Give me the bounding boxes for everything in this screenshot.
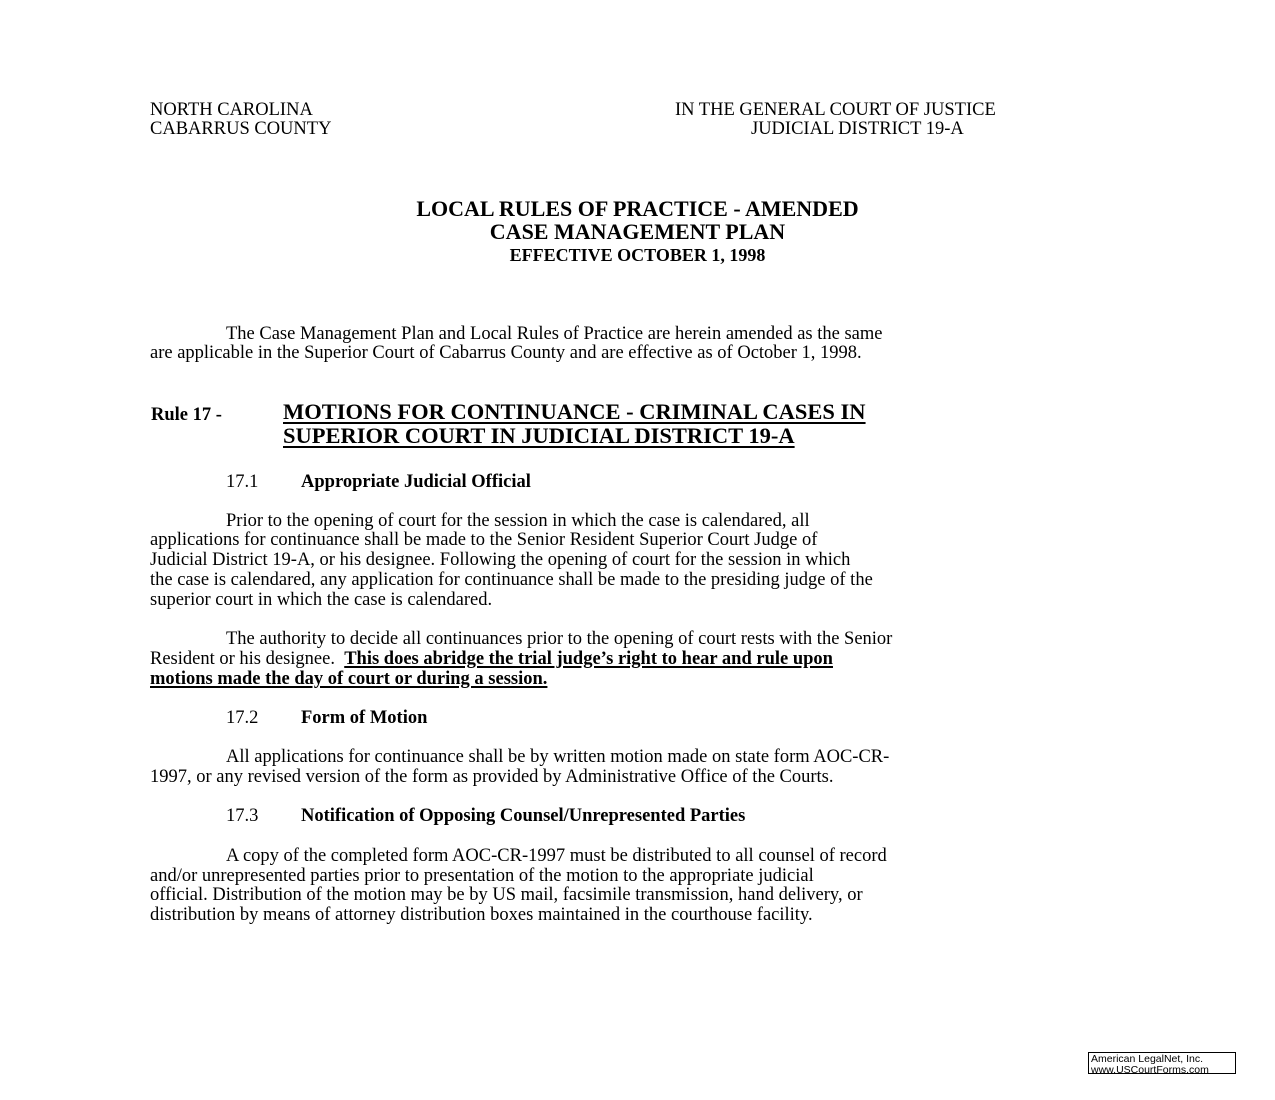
- court-label: IN THE GENERAL COURT OF JUSTICE: [675, 100, 996, 120]
- intro-line: The Case Management Plan and Local Rules of Practice are herein amended as the same: [226, 324, 883, 344]
- emphasized-text: This does abridge the trial judge’s right to hear and rule upon: [344, 649, 833, 669]
- section-number: 17.1: [226, 472, 259, 492]
- section-number: 17.2: [226, 708, 259, 728]
- paragraph-line: superior court in which the case is calendared.: [150, 590, 493, 610]
- rule-label: Rule 17 -: [151, 405, 222, 425]
- intro-line: are applicable in the Superior Court of Cabarrus County and are effective as of October 1, 1998.: [150, 343, 862, 363]
- county-label: CABARRUS COUNTY: [150, 119, 332, 139]
- paragraph-line: the case is calendared, any application for continuance shall be made to the presiding judge of the: [150, 570, 873, 590]
- paragraph-line: Prior to the opening of court for the session in which the case is calendared, all: [226, 511, 810, 531]
- district-label: JUDICIAL DISTRICT 19-A: [751, 119, 964, 139]
- paragraph-line: official. Distribution of the motion may be by US mail, facsimile transmission, hand delivery, or: [150, 885, 863, 905]
- publisher-name: American LegalNet, Inc.: [1091, 1053, 1204, 1065]
- paragraph-line: [150, 649, 833, 669]
- paragraph-text: Resident or his designee.: [150, 649, 345, 669]
- section-title: Appropriate Judicial Official: [301, 472, 531, 492]
- paragraph-line: and/or unrepresented parties prior to presentation of the motion to the appropriate judicial: [150, 866, 814, 886]
- section-number: 17.3: [226, 806, 259, 826]
- paragraph-line: A copy of the completed form AOC-CR-1997 must be distributed to all counsel of record: [226, 846, 887, 866]
- section-title: Form of Motion: [301, 708, 428, 728]
- document-subtitle: CASE MANAGEMENT PLAN: [489, 219, 786, 244]
- rule-heading: SUPERIOR COURT IN JUDICIAL DISTRICT 19-A: [283, 423, 795, 448]
- state-label: NORTH CAROLINA: [150, 100, 313, 120]
- paragraph-line: distribution by means of attorney distribution boxes maintained in the courthouse facility.: [150, 905, 813, 925]
- paragraph-line: The authority to decide all continuances prior to the opening of court rests with the Senior: [226, 629, 893, 649]
- paragraph-line: Judicial District 19-A, or his designee. Following the opening of court for the session in which: [150, 550, 851, 570]
- paragraph-line: All applications for continuance shall be by written motion made on state form AOC-CR-: [226, 747, 890, 767]
- document-title: LOCAL RULES OF PRACTICE - AMENDED: [416, 196, 859, 221]
- paragraph-line: applications for continuance shall be made to the Senior Resident Superior Court Judge of: [150, 530, 818, 550]
- paragraph-line: 1997, or any revised version of the form as provided by Administrative Office of the Courts.: [150, 767, 834, 787]
- section-title: Notification of Opposing Counsel/Unrepresented Parties: [301, 806, 746, 826]
- rule-heading: MOTIONS FOR CONTINUANCE - CRIMINAL CASES IN: [283, 399, 866, 424]
- effective-date: EFFECTIVE OCTOBER 1, 1998: [509, 245, 766, 265]
- publisher-url: www.USCourtForms.com: [1091, 1063, 1209, 1076]
- emphasized-text: motions made the day of court or during a session.: [150, 669, 548, 689]
- publisher-stamp: [1088, 1052, 1236, 1074]
